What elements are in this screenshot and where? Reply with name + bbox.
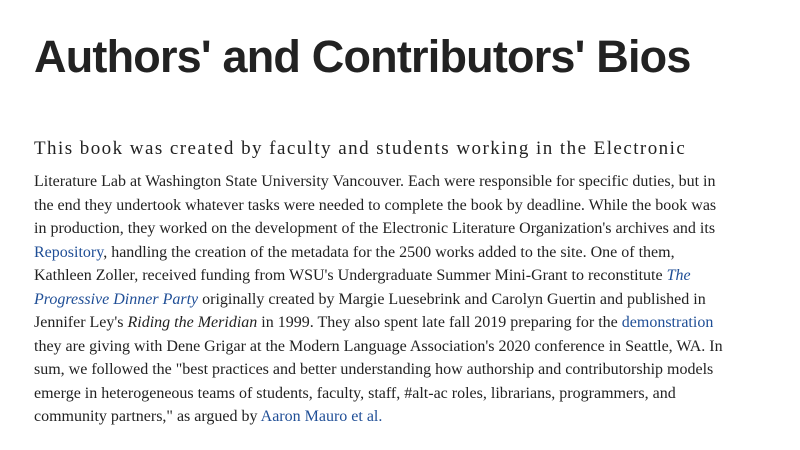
- paragraph-line-10: emerge in heterogeneous teams of students, faculty, staff, #alt-ac roles, librarians, programmers, and: [34, 384, 676, 402]
- paragraph-line-2: the end they undertook whatever tasks were needed to complete the book by deadline. While the book was: [34, 196, 717, 214]
- paragraph-line-11-text: community partners," as argued by: [34, 408, 261, 425]
- paragraph-line-7: [34, 311, 769, 335]
- progressive-dinner-party-link-start[interactable]: [667, 267, 691, 284]
- paragraph-line-4: [34, 241, 769, 265]
- paragraph-line-5-text: Kathleen Zoller, received funding from WSU's Undergraduate Summer Mini-Grant to reconstitute: [34, 267, 667, 284]
- progressive-dinner-party-link-text: Progressive Dinner Party: [34, 290, 199, 308]
- paragraph-line-11: [34, 405, 769, 429]
- paragraph-line-8: they are giving with Dene Grigar at the Modern Language Association's 2020 conference in Seattle, WA. In: [34, 337, 723, 355]
- intro-lead-line: This book was created by faculty and students working in the Electronic: [34, 138, 687, 159]
- paragraph-line-6: [34, 288, 769, 312]
- progressive-dinner-party-link[interactable]: [34, 291, 198, 308]
- paragraph-line-6-text: originally created by Margie Luesebrink and Carolyn Guertin and published in: [198, 290, 706, 308]
- paragraph-line-7-text-a: Jennifer Ley's: [34, 314, 128, 331]
- progressive-dinner-party-link-text-start: The: [666, 267, 691, 284]
- paragraph-line-1: Literature Lab at Washington State University Vancouver. Each were responsible for specific duties, but in: [34, 173, 716, 190]
- page-title: Authors' and Contributors' Bios: [34, 31, 691, 82]
- intro-paragraph: [34, 170, 769, 429]
- paragraph-line-5: [34, 264, 769, 288]
- repository-link[interactable]: Repository: [34, 243, 104, 261]
- paragraph-line-9: sum, we followed the "best practices and better understanding how authorship and contributorship models: [34, 361, 714, 378]
- riding-the-meridian-title: Riding the Meridian: [127, 314, 258, 331]
- paragraph-line-3: in production, they worked on the development of the Electronic Literature Organization's archives and its: [34, 220, 716, 237]
- demonstration-link[interactable]: demonstration: [621, 314, 714, 331]
- paragraph-line-7-text-b: in 1999. They also spent late fall 2019 preparing for the: [257, 314, 622, 331]
- aaron-mauro-link[interactable]: Aaron Mauro et al.: [260, 408, 383, 425]
- paragraph-line-4-text: , handling the creation of the metadata for the 2500 works added to the site. One of them,: [103, 243, 675, 261]
